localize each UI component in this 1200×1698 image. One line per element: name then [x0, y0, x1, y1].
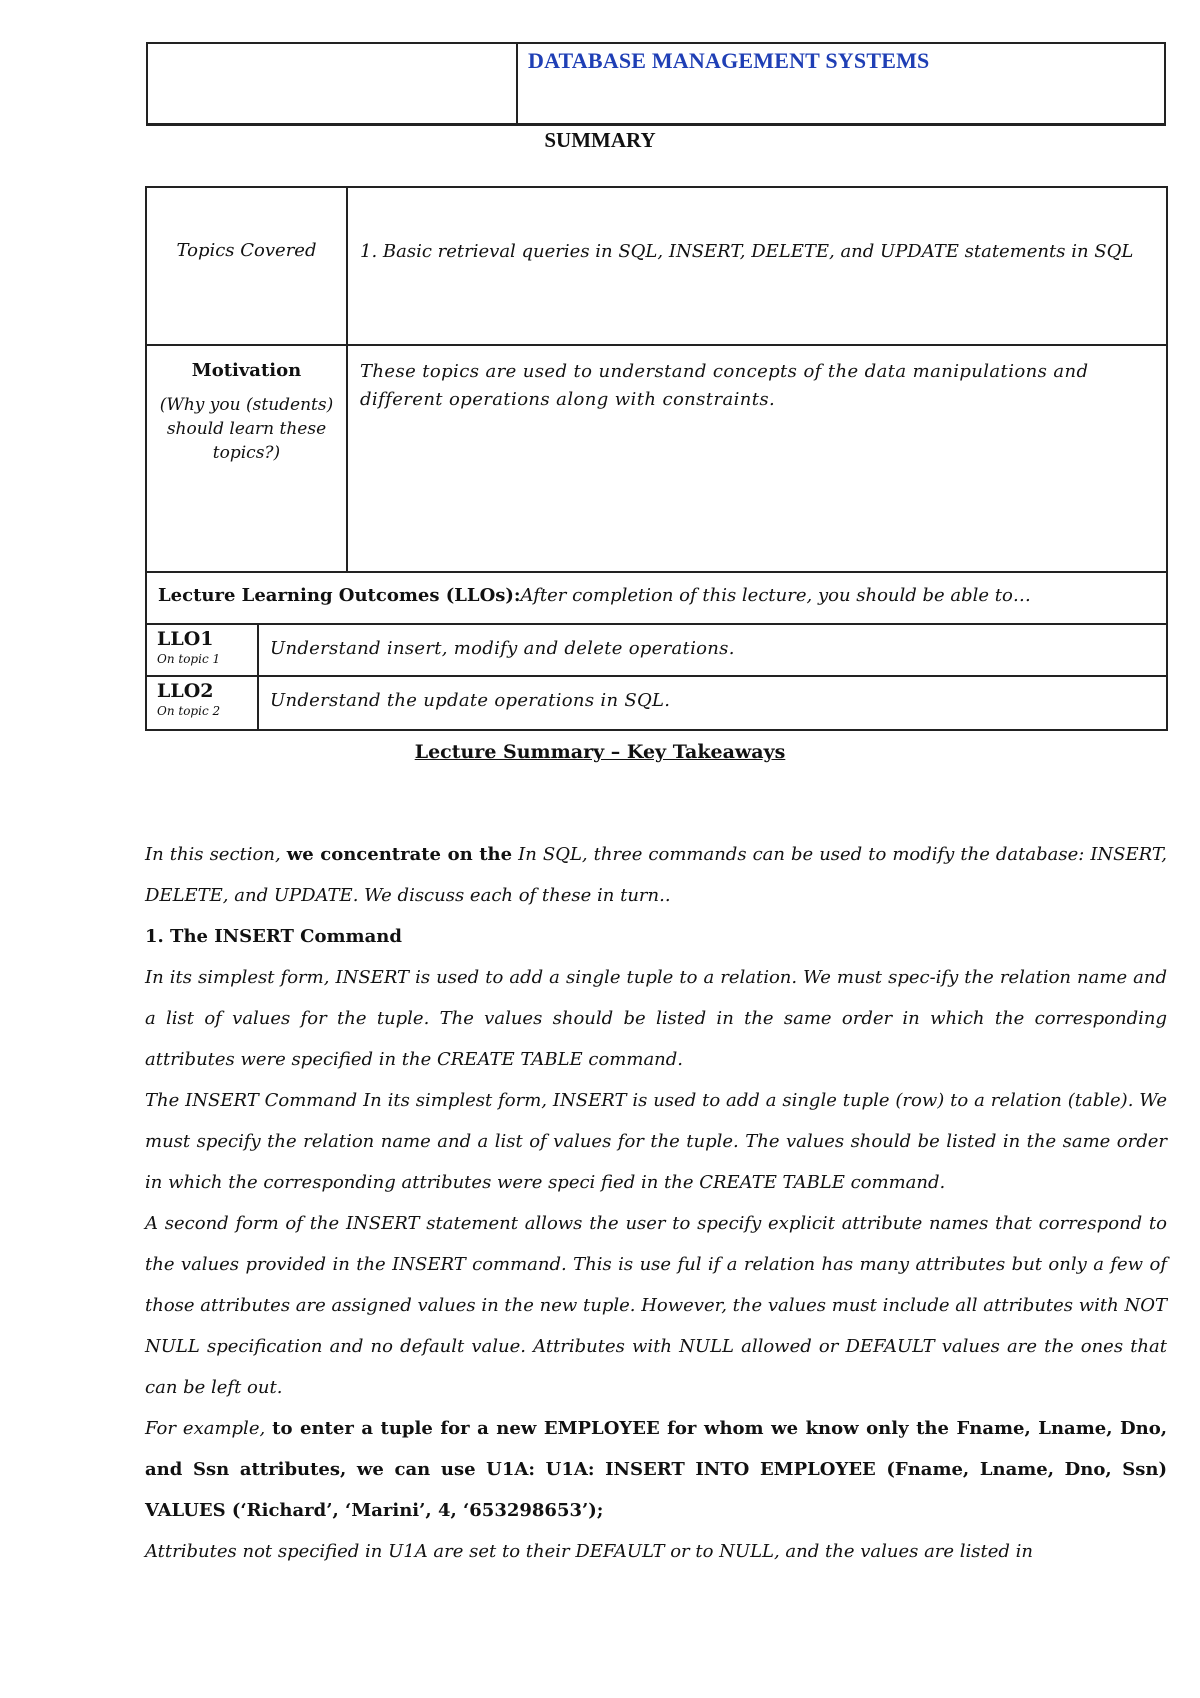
llo-heading-note: After completion of this lecture, you should be able to…: [520, 585, 1031, 606]
summary-table: [145, 186, 1168, 731]
intro-text-c: In SQL, three commands can be used to modify the database: INSERT, DELETE, and UPDATE. We discuss each of these in turn..: [145, 844, 1167, 906]
llo-row: [147, 625, 1166, 677]
motivation-question: (Why you (students) should learn these topics?): [159, 395, 334, 463]
topics-row: [147, 188, 1166, 346]
paragraph: The INSERT Command In its simplest form, INSERT is used to add a single tuple (row) to a relation (table). We must specify the relation name and a list of values for the tuple. The values should be listed in the same order in which the corresponding attributes were speci fied in the CREATE TABLE command.: [145, 1090, 1167, 1193]
motivation-value: These topics are used to understand concepts of the data manipulations and different operations along with constraints.: [360, 361, 1089, 410]
llo-description: Understand insert, modify and delete operations.: [270, 638, 735, 659]
header-title-cell: [518, 44, 1164, 123]
intro-text-a: In this section,: [145, 844, 281, 865]
llo-heading-row: [147, 573, 1166, 625]
header-box: [146, 42, 1166, 126]
motivation-label-cell: [147, 346, 348, 571]
example-paragraph: [145, 1408, 1167, 1531]
llo-id: LLO2: [157, 680, 214, 702]
course-title: DATABASE MANAGEMENT SYSTEMS: [528, 48, 930, 73]
example-sql: to enter a tuple for a new EMPLOYEE for whom we know only the Fname, Lname, Dno, and Ssn attributes, we can use U1A: U1A: INSERT INTO EMPLOYEE (Fname, Lname, Dno, Ssn) VALUES (‘Richard’, ‘Marini’, 4, ‘653298653’);: [145, 1418, 1167, 1521]
header-logo-cell: [148, 44, 518, 123]
llo-topic: On topic 1: [157, 652, 221, 666]
motivation-row: [147, 346, 1166, 573]
summary-heading: SUMMARY: [544, 128, 656, 152]
paragraph: Attributes not specified in U1A are set to their DEFAULT or to NULL, and the values are listed in: [145, 1541, 1034, 1562]
intro-paragraph: [145, 834, 1167, 916]
llo-heading: Lecture Learning Outcomes (LLOs):: [158, 585, 521, 606]
section-heading: 1. The INSERT Command: [145, 926, 402, 947]
example-lead: For example,: [145, 1418, 266, 1439]
llo-id-cell: [147, 677, 259, 729]
llo-description: Understand the update operations in SQL.: [270, 690, 671, 711]
llo-topic: On topic 2: [157, 704, 221, 718]
summary-body: [145, 834, 1167, 1572]
key-takeaways-heading: Lecture Summary – Key Takeaways: [414, 741, 786, 763]
llo-id: LLO1: [157, 628, 214, 650]
topics-value: 1. Basic retrieval queries in SQL, INSERT, DELETE, and UPDATE statements in SQL: [360, 241, 1134, 262]
llo-id-cell: [147, 625, 259, 675]
paragraph: In its simplest form, INSERT is used to add a single tuple to a relation. We must spec-ify the relation name and a list of values for the tuple. The values should be listed in the same order in which the corresponding attributes were specified in the CREATE TABLE command.: [145, 967, 1167, 1070]
topics-label: Topics Covered: [147, 188, 348, 344]
paragraph: A second form of the INSERT statement allows the user to specify explicit attribute names that correspond to the values provided in the INSERT command. This is use ful if a relation has many attributes but only a few of those attributes are assigned values in the new tuple. However, the values must include all attributes with NOT NULL specification and no default value. Attributes with NULL allowed or DEFAULT values are the ones that can be left out.: [145, 1213, 1167, 1398]
llo-row: [147, 677, 1166, 729]
intro-text-b: we concentrate on the: [286, 844, 513, 865]
motivation-label: Motivation: [191, 360, 302, 381]
